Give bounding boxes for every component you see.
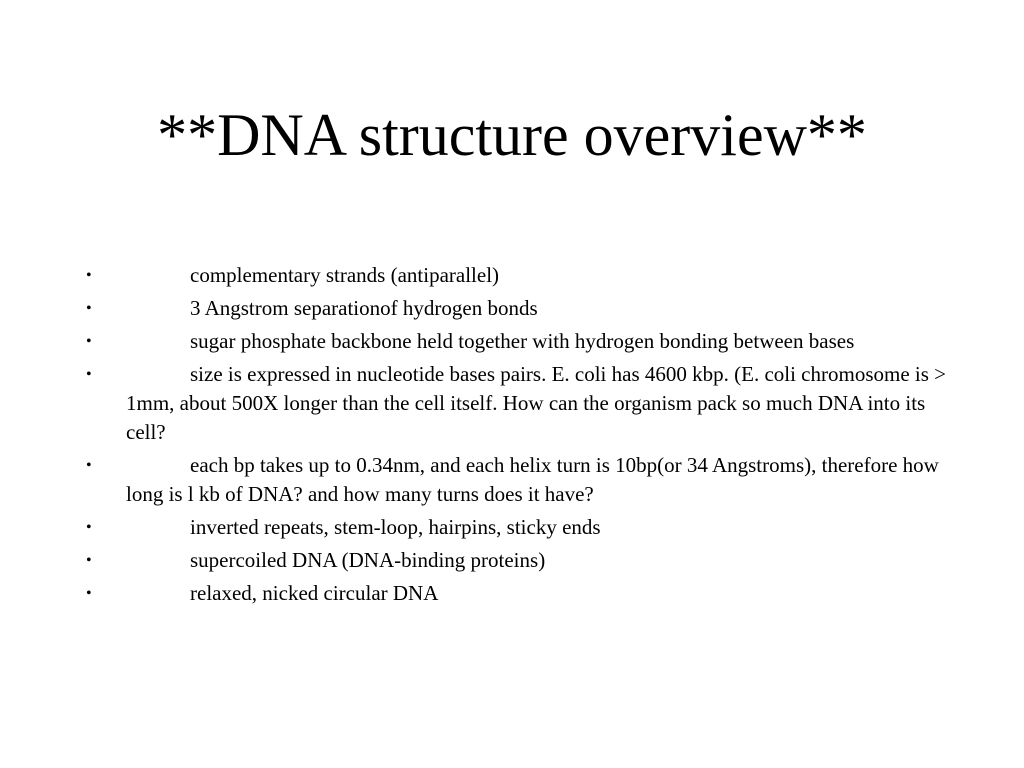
slide-title: **DNA structure overview** — [157, 102, 867, 168]
bullet-icon: • — [86, 585, 92, 602]
bullet-item — [86, 513, 966, 542]
bullet-item — [86, 451, 966, 509]
bullet-item — [86, 294, 966, 323]
bullet-text: size is expressed in nucleotide bases pairs. E. coli has 4600 kbp. (E. coli chromosome is > 1mm, about 500X longer than the cell itself. How can the organism pack so much DNA into its cell? — [126, 362, 947, 444]
bullet-icon: • — [86, 519, 92, 536]
bullet-icon: • — [86, 333, 92, 350]
bullet-text: supercoiled DNA (DNA-binding proteins) — [190, 548, 546, 572]
bullet-item — [86, 261, 966, 290]
bullet-item — [86, 327, 966, 356]
bullet-text: each bp takes up to 0.34nm, and each helix turn is 10bp(or 34 Angstroms), therefore how long is l kb of DNA? and how many turns does it have? — [126, 453, 939, 506]
bullet-icon: • — [86, 552, 92, 569]
bullet-text: inverted repeats, stem-loop, hairpins, sticky ends — [190, 515, 601, 539]
bullet-item — [86, 360, 966, 447]
bullet-icon: • — [86, 457, 92, 474]
bullet-list — [86, 261, 966, 612]
bullet-icon: • — [86, 366, 92, 383]
bullet-icon: • — [86, 267, 92, 284]
bullet-text: sugar phosphate backbone held together with hydrogen bonding between bases — [190, 329, 855, 353]
bullet-item — [86, 546, 966, 575]
bullet-icon: • — [86, 300, 92, 317]
bullet-text: 3 Angstrom separationof hydrogen bonds — [190, 296, 538, 320]
bullet-item — [86, 579, 966, 608]
bullet-text: complementary strands (antiparallel) — [190, 263, 500, 287]
bullet-text: relaxed, nicked circular DNA — [190, 581, 439, 605]
